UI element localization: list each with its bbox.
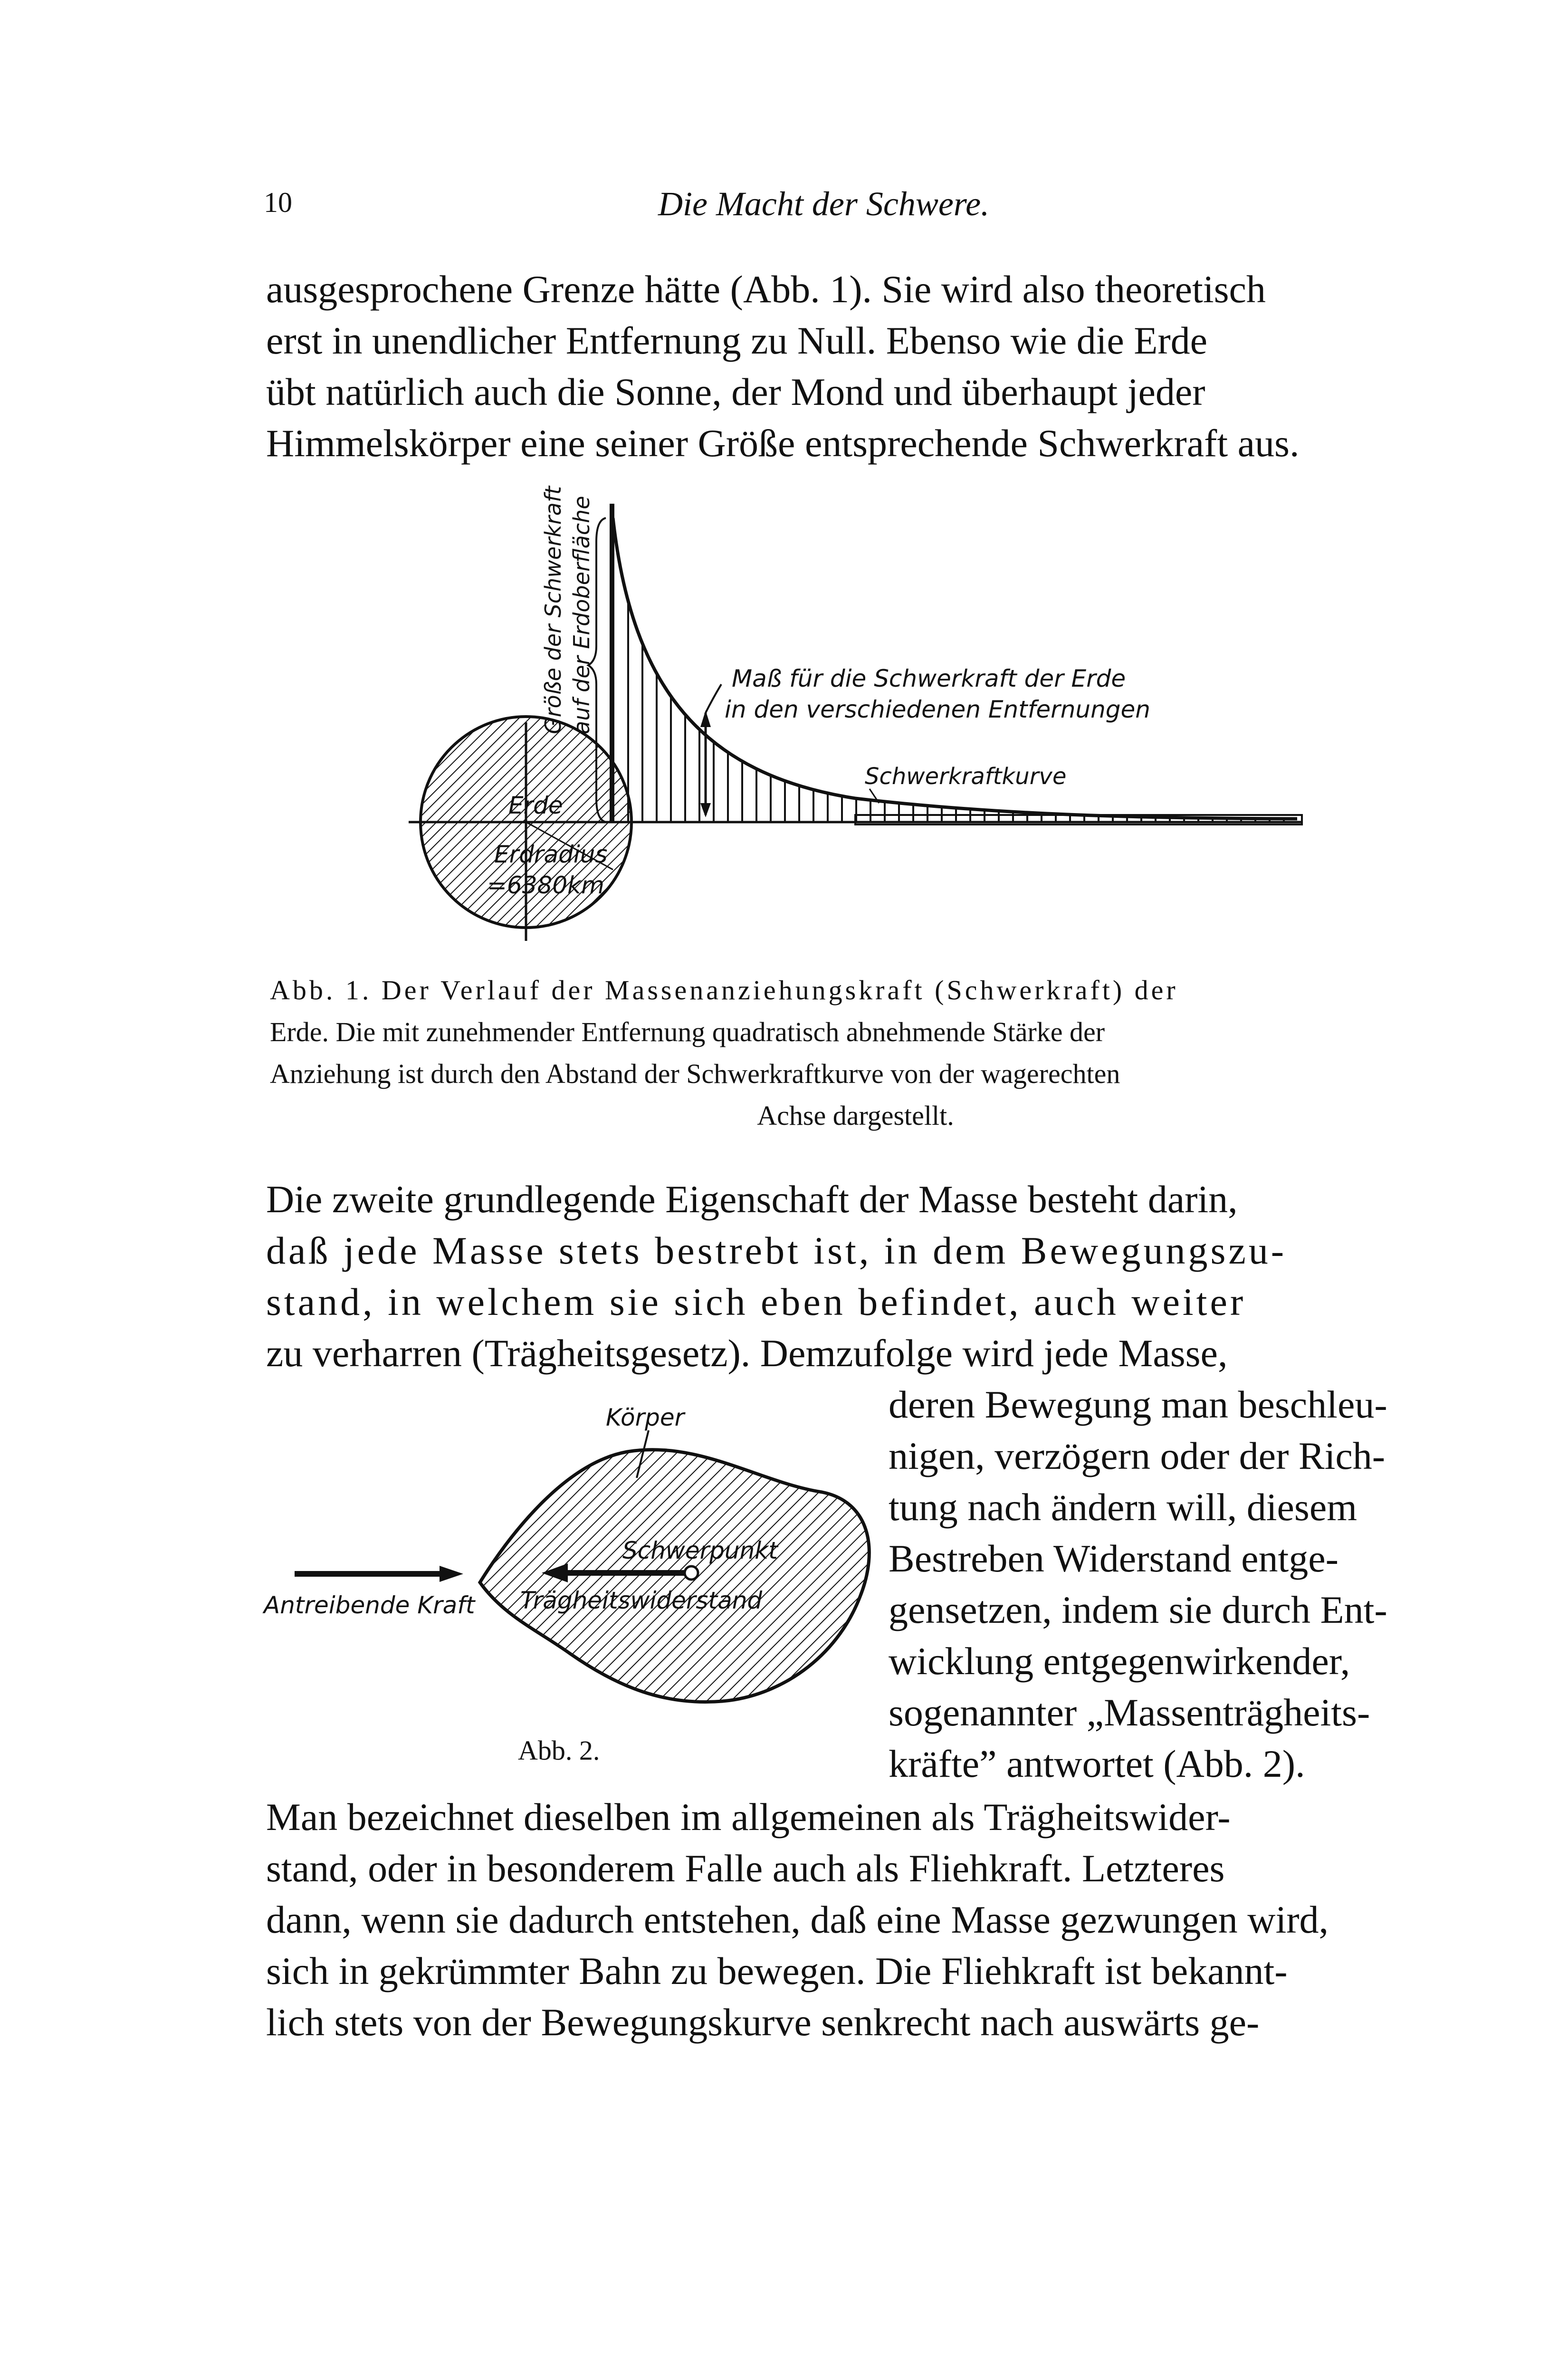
text-line: kräfte” antwortet (Abb. 2). — [889, 1742, 1305, 1785]
text-line: sich in gekrümmter Bahn zu bewegen. Die Fliehkraft ist bekannt- — [266, 1949, 1288, 1993]
caption-line: Abb. 1. Der Verlauf der Massenanziehungskraft (Schwerkraft) der — [270, 975, 1178, 1006]
text-line: lich stets von der Bewegungskurve senkrecht nach auswärts ge- — [266, 2001, 1260, 2044]
text-line: zu verharren (Trägheitsgesetz). Demzufolge wird jede Masse, — [266, 1332, 1228, 1375]
caption-line: Erde. Die mit zunehmender Entfernung quadratisch abnehmende Stärke der — [270, 1016, 1105, 1047]
text-line: Bestreben Widerstand entge- — [889, 1537, 1339, 1580]
text-line: dann, wenn sie dadurch entstehen, daß eine Masse gezwungen wird, — [266, 1898, 1329, 1941]
text-line: stand, in welchem sie sich eben befindet, auch weiter — [266, 1280, 1246, 1323]
text-line: deren Bewegung man beschleu- — [889, 1383, 1387, 1426]
text-line: Die zweite grundlegende Eigenschaft der Masse besteht darin, — [266, 1178, 1238, 1221]
caption-line: Anziehung ist durch den Abstand der Schwerkraftkurve von der wagerechten — [270, 1058, 1120, 1089]
vertical-label-2: auf der Erdoberfläche — [569, 496, 594, 734]
curve-label: Schwerkraftkurve — [865, 763, 1067, 790]
resistance-label: Trägheitswiderstand — [520, 1587, 763, 1614]
radius-label: Erdradius — [494, 841, 608, 868]
text-line: wicklung entgegenwirkender, — [889, 1639, 1350, 1683]
figure-1-caption — [270, 969, 1441, 1137]
earth-label: Erde — [508, 792, 563, 819]
running-title: Die Macht der Schwere. — [658, 185, 990, 223]
vertical-label-1: Größe der Schwerkraft — [540, 486, 566, 734]
text-line: Man bezeichnet dieselben im allgemeinen als Trägheitswider- — [266, 1795, 1231, 1839]
measure-label-1: Maß für die Schwerkraft der Erde — [732, 665, 1126, 692]
text-line: übt natürlich auch die Sonne, der Mond und überhaupt jeder — [266, 370, 1205, 413]
body-label: Körper — [606, 1404, 685, 1431]
text-line: tung nach ändern will, diesem — [889, 1485, 1358, 1529]
text-line: erst in unendlicher Entfernung zu Null. Ebenso wie die Erde — [266, 319, 1208, 362]
text-line: sogenannter „Massenträgheits- — [889, 1691, 1370, 1734]
caption-line: Achse dargestellt. — [757, 1100, 954, 1131]
center-of-mass — [685, 1566, 698, 1580]
radius-value-label: =6380km — [487, 872, 604, 899]
driving-force-arrow-head — [440, 1566, 463, 1582]
center-label: Schwerpunkt — [622, 1537, 778, 1564]
paragraph-3 — [266, 1792, 1435, 2048]
text-line: daß jede Masse stets bestrebt ist, in dem Bewegungszu- — [266, 1229, 1287, 1272]
text-line: ausgesprochene Grenze hätte (Abb. 1). Sie wird also theoretisch — [266, 268, 1266, 311]
measure-arrow-head-up — [700, 710, 711, 727]
text-line: gensetzen, indem sie durch Ent- — [889, 1588, 1387, 1631]
paragraph-2 — [266, 1174, 1435, 1379]
wrap-text — [889, 1379, 1435, 1790]
force-label: Antreibende Kraft — [264, 1591, 475, 1619]
figure-1-gravity-curve — [0, 0, 1568, 998]
body-shape — [480, 1450, 869, 1702]
page-number: 10 — [264, 187, 292, 218]
figure-2-inertia — [0, 1378, 893, 1806]
measure-label-2: in den verschiedenen Entfernungen — [725, 696, 1150, 723]
figure-2-caption: Abb. 2. — [518, 1735, 600, 1766]
surface-gravity-bar — [610, 504, 614, 822]
text-line: Himmelskörper eine seiner Größe entsprechende Schwerkraft aus. — [266, 422, 1300, 465]
measure-leader — [706, 684, 721, 713]
text-line: nigen, verzögern oder der Rich- — [889, 1434, 1386, 1477]
text-line: stand, oder in besonderem Falle auch als Fliehkraft. Letzteres — [266, 1847, 1225, 1890]
